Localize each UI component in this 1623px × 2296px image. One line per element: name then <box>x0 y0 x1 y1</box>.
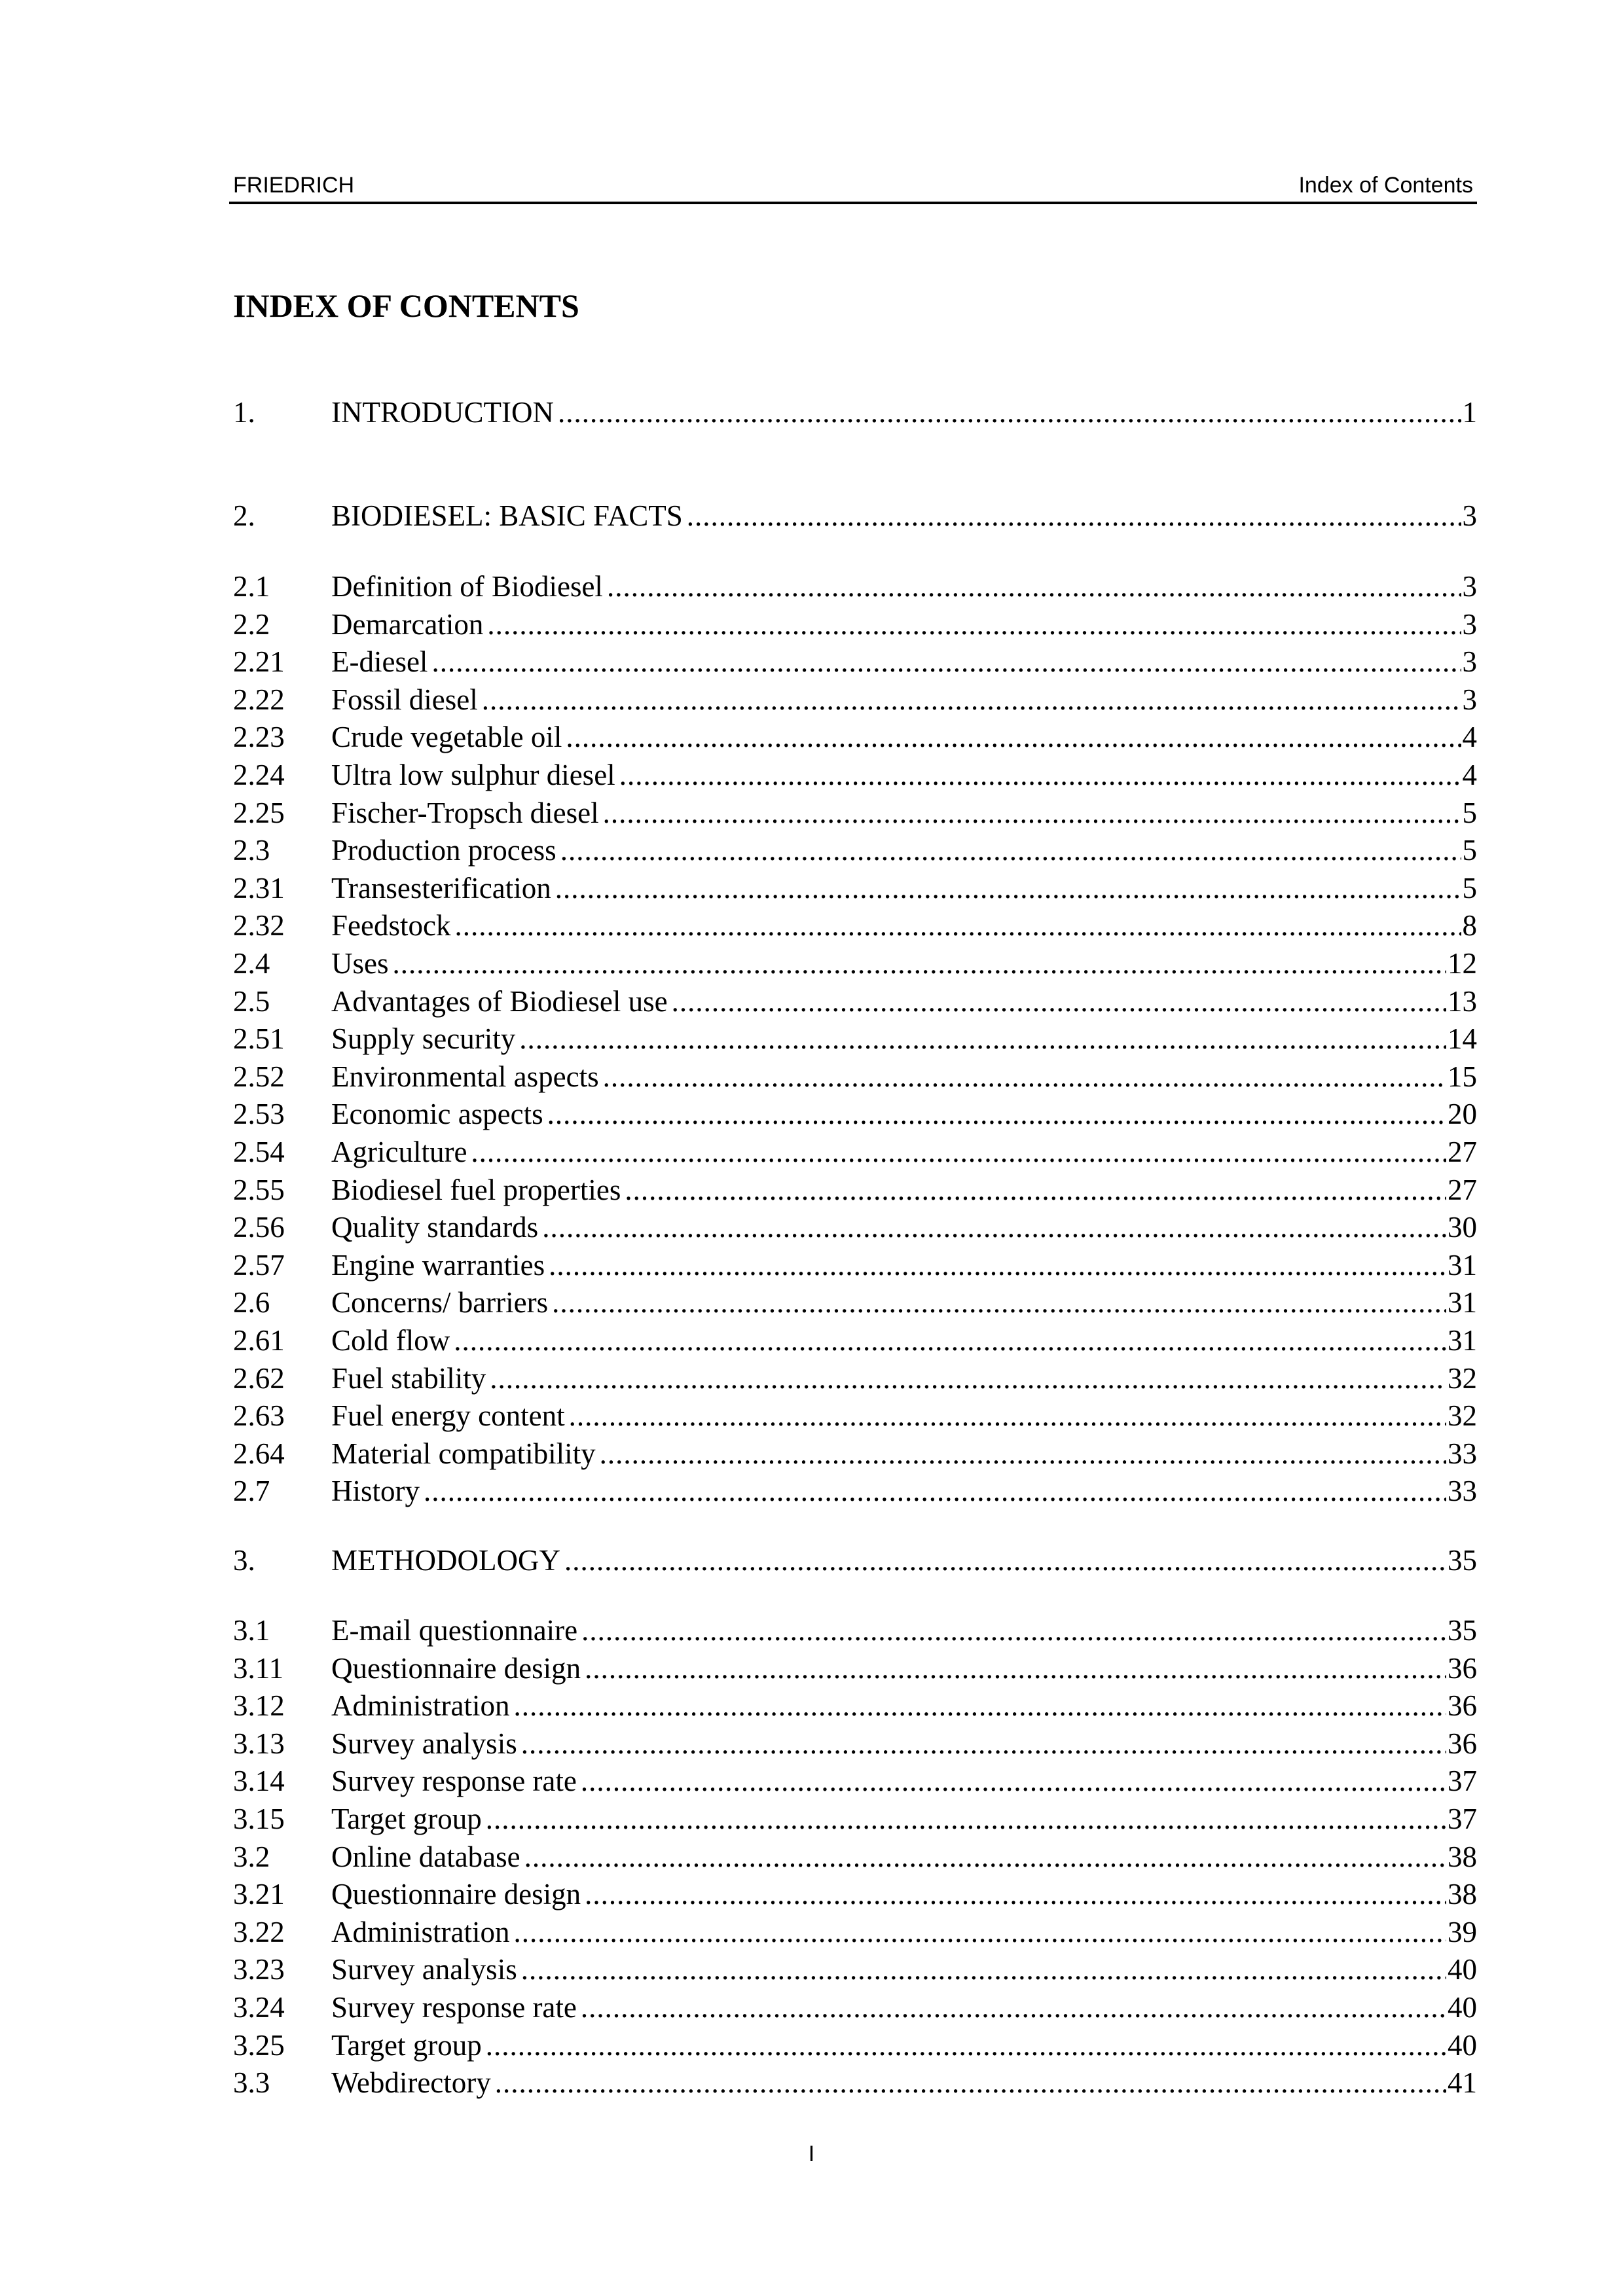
toc-entry-title: Uses <box>331 945 393 982</box>
toc-entry <box>233 1612 1477 1649</box>
toc-dot-leader <box>454 1322 1446 1359</box>
toc-entry <box>233 1542 1477 1579</box>
toc-entry-body <box>331 1989 1477 2026</box>
toc-entry-title: History <box>331 1473 424 1509</box>
toc-entry <box>233 643 1477 680</box>
toc-dot-leader <box>542 1209 1446 1246</box>
toc-entry-page: 31 <box>1448 1249 1477 1282</box>
toc-entry <box>233 1209 1477 1246</box>
toc-entry <box>233 2027 1477 2064</box>
toc-dot-leader <box>566 719 1461 755</box>
toc-entry <box>233 1134 1477 1170</box>
page-number: I <box>808 2142 815 2166</box>
toc-entry-title: Quality standards <box>331 1209 542 1246</box>
toc-entry-number: 3.3 <box>233 2066 270 2099</box>
toc-entry-number: 2.61 <box>233 1324 285 1357</box>
toc-entry-body <box>331 1473 1477 1509</box>
toc-entry-number: 2.54 <box>233 1136 285 1168</box>
toc-entry <box>233 1801 1477 1837</box>
toc-entry-body <box>331 1172 1477 1208</box>
toc-entry-number: 2.57 <box>233 1249 285 1282</box>
toc-entry-title: Administration <box>331 1914 513 1950</box>
toc-entry-page: 3 <box>1462 645 1477 678</box>
toc-entry-number: 2.3 <box>233 834 270 867</box>
toc-entry <box>233 1360 1477 1397</box>
toc-entry-number: 2.31 <box>233 872 285 905</box>
toc-entry-page: 27 <box>1448 1174 1477 1206</box>
toc-entry-body <box>331 1209 1477 1246</box>
toc-entry-body <box>331 719 1477 755</box>
toc-entry-body <box>331 907 1477 944</box>
page-title: INDEX OF CONTENTS <box>233 287 579 324</box>
toc-dot-leader <box>564 1542 1446 1579</box>
toc-entry-title: Fuel stability <box>331 1360 490 1397</box>
toc-entry-page: 8 <box>1462 909 1477 942</box>
toc-entry-number: 2.24 <box>233 759 285 791</box>
toc-entry-number: 2.51 <box>233 1022 285 1055</box>
toc-entry-number: 2.63 <box>233 1399 285 1432</box>
toc-entry-number: 3.24 <box>233 1991 285 2024</box>
toc-dot-leader <box>585 1876 1446 1912</box>
toc-entry-number: 2.56 <box>233 1211 285 1244</box>
toc-entry-body <box>331 1322 1477 1359</box>
toc-dot-leader <box>431 643 1461 680</box>
toc-entry <box>233 1058 1477 1095</box>
toc-entry-page: 30 <box>1448 1211 1477 1244</box>
toc-entry-body <box>331 1725 1477 1762</box>
toc-entry-body <box>331 1914 1477 1950</box>
toc-dot-leader <box>625 1172 1446 1208</box>
toc-entry-page: 36 <box>1448 1652 1477 1685</box>
toc-entry-title: Environmental aspects <box>331 1058 603 1095</box>
toc-entry-page: 3 <box>1462 570 1477 603</box>
toc-entry-title: Cold flow <box>331 1322 454 1359</box>
toc-entry-title: Survey analysis <box>331 1725 521 1762</box>
toc-entry-body <box>331 1247 1477 1283</box>
toc-entry-page: 15 <box>1448 1060 1477 1093</box>
toc-entry-number: 3.13 <box>233 1727 285 1760</box>
toc-entry-number: 3.22 <box>233 1916 285 1948</box>
toc-entry-page: 37 <box>1448 1803 1477 1835</box>
toc-entry-body <box>331 1542 1477 1579</box>
toc-entry-number: 3.14 <box>233 1765 285 1797</box>
toc-entry-page: 20 <box>1448 1098 1477 1130</box>
toc-entry-title: Questionnaire design <box>331 1876 585 1912</box>
toc-entry-body <box>331 568 1477 605</box>
toc-entry-body <box>331 1058 1477 1095</box>
toc-entry <box>233 1951 1477 1988</box>
toc-entry-title: Feedstock <box>331 907 454 944</box>
toc-entry-title: Biodiesel fuel properties <box>331 1172 625 1208</box>
toc-entry-page: 13 <box>1448 985 1477 1018</box>
toc-entry-body <box>331 795 1477 831</box>
toc-entry-number: 2.5 <box>233 985 270 1018</box>
toc-entry-title: Material compatibility <box>331 1435 600 1472</box>
toc-entry-page: 31 <box>1448 1286 1477 1319</box>
toc-entry <box>233 497 1477 534</box>
toc-entry-body <box>331 1284 1477 1321</box>
toc-entry-body <box>331 757 1477 793</box>
toc-entry-title: Target group <box>331 1801 486 1837</box>
toc-entry-number: 2.21 <box>233 645 285 678</box>
toc-entry-number: 2.25 <box>233 797 285 829</box>
toc-dot-leader <box>672 983 1446 1020</box>
toc-entry-title: Engine warranties <box>331 1247 549 1283</box>
toc-entry-number: 2.52 <box>233 1060 285 1093</box>
toc-dot-leader <box>482 681 1461 718</box>
toc-entry-title: Target group <box>331 2027 486 2064</box>
toc-entry-title: Online database <box>331 1839 524 1875</box>
toc-entry-number: 2.22 <box>233 683 285 716</box>
toc-entry <box>233 1687 1477 1724</box>
toc-dot-leader <box>393 945 1447 982</box>
toc-entry-page: 40 <box>1448 1953 1477 1986</box>
toc-entry-title: Supply security <box>331 1020 519 1057</box>
toc-entry <box>233 1876 1477 1912</box>
toc-dot-leader <box>513 1687 1446 1724</box>
toc-entry-title: Economic aspects <box>331 1096 547 1132</box>
toc-entry-page: 39 <box>1448 1916 1477 1948</box>
toc-entry-number: 2.1 <box>233 570 270 603</box>
toc-entry <box>233 394 1477 431</box>
toc-dot-leader <box>424 1473 1446 1509</box>
toc-entry-body <box>331 1801 1477 1837</box>
toc-entry-number: 2.2 <box>233 608 270 641</box>
page-header <box>229 171 1477 204</box>
toc-entry-number: 3.21 <box>233 1878 285 1910</box>
toc-entry-body <box>331 870 1477 906</box>
toc-entry-page: 27 <box>1448 1136 1477 1168</box>
toc-entry-number: 2.4 <box>233 947 270 980</box>
toc-entry-body <box>331 1397 1477 1434</box>
toc-dot-leader <box>521 1725 1446 1762</box>
toc-dot-leader <box>560 832 1461 869</box>
toc-entry-page: 14 <box>1448 1022 1477 1055</box>
toc-entry <box>233 1914 1477 1950</box>
toc-entry-title: Production process <box>331 832 560 869</box>
toc-entry-page: 33 <box>1448 1475 1477 1507</box>
toc-entry <box>233 1725 1477 1762</box>
toc-entry-number: 2. <box>233 499 255 532</box>
toc-dot-leader <box>585 1650 1446 1687</box>
toc-entry-body <box>331 497 1477 534</box>
toc-entry-page: 35 <box>1448 1614 1477 1647</box>
toc-dot-leader <box>519 1020 1446 1057</box>
toc-entry-title: METHODOLOGY <box>331 1542 564 1579</box>
toc-entry <box>233 1322 1477 1359</box>
toc-entry <box>233 983 1477 1020</box>
toc-entry-number: 2.7 <box>233 1475 270 1507</box>
toc-entry-number: 2.32 <box>233 909 285 942</box>
toc-dot-leader <box>524 1839 1446 1875</box>
toc-dot-leader <box>552 1284 1446 1321</box>
toc-entry-number: 2.55 <box>233 1174 285 1206</box>
toc-entry-number: 3. <box>233 1544 255 1577</box>
toc-entry <box>233 945 1477 982</box>
toc-dot-leader <box>471 1134 1446 1170</box>
toc-dot-leader <box>454 907 1461 944</box>
toc-entry-title: Advantages of Biodiesel use <box>331 983 672 1020</box>
toc-entry-body <box>331 1763 1477 1799</box>
toc-entry-page: 37 <box>1448 1765 1477 1797</box>
toc-entry-body <box>331 1876 1477 1912</box>
toc-entry-number: 2.53 <box>233 1098 285 1130</box>
toc-entry-title: Fossil diesel <box>331 681 482 718</box>
toc-entry-title: INTRODUCTION <box>331 394 558 431</box>
toc-entry-page: 31 <box>1448 1324 1477 1357</box>
toc-entry-title: Definition of Biodiesel <box>331 568 607 605</box>
toc-entry-title: Webdirectory <box>331 2064 495 2101</box>
toc-entry-number: 3.11 <box>233 1652 284 1685</box>
toc-dot-leader <box>486 2027 1446 2064</box>
toc-entry <box>233 832 1477 869</box>
toc-entry <box>233 870 1477 906</box>
toc-dot-leader <box>581 1989 1446 2026</box>
toc-entry <box>233 1020 1477 1057</box>
toc-entry-body <box>331 681 1477 718</box>
toc-entry <box>233 1839 1477 1875</box>
toc-entry-body <box>331 1360 1477 1397</box>
toc-dot-leader <box>487 606 1461 643</box>
toc-entry <box>233 1763 1477 1799</box>
toc-entry-page: 5 <box>1462 797 1477 829</box>
toc-entry-body <box>331 1612 1477 1649</box>
toc-entry-title: Transesterification <box>331 870 555 906</box>
toc-entry <box>233 606 1477 643</box>
toc-entry-title: Fuel energy content <box>331 1397 569 1434</box>
toc-entry-number: 2.23 <box>233 721 285 753</box>
toc-dot-leader <box>581 1763 1446 1799</box>
toc-entry <box>233 1473 1477 1509</box>
toc-entry-title: Concerns/ barriers <box>331 1284 552 1321</box>
toc-dot-leader <box>549 1247 1446 1283</box>
toc-entry-body <box>331 1435 1477 1472</box>
toc-entry-number: 1. <box>233 396 255 429</box>
toc-entry-body <box>331 2064 1477 2101</box>
toc-entry <box>233 795 1477 831</box>
toc-entry-number: 3.1 <box>233 1614 270 1647</box>
toc-entry-body <box>331 945 1477 982</box>
toc-dot-leader <box>619 757 1461 793</box>
toc-entry-page: 3 <box>1462 499 1477 532</box>
toc-entry-page: 36 <box>1448 1689 1477 1722</box>
toc-entry-number: 2.6 <box>233 1286 270 1319</box>
toc-entry-body <box>331 1839 1477 1875</box>
toc-dot-leader <box>687 497 1461 534</box>
toc-dot-leader <box>521 1951 1446 1988</box>
toc-entry <box>233 568 1477 605</box>
toc-entry <box>233 719 1477 755</box>
toc-entry-title: Demarcation <box>331 606 487 643</box>
toc-entry-body <box>331 643 1477 680</box>
toc-entry-page: 5 <box>1462 834 1477 867</box>
toc-entry-number: 2.62 <box>233 1362 285 1395</box>
toc-entry <box>233 1397 1477 1434</box>
toc-entry <box>233 1435 1477 1472</box>
toc-entry-page: 38 <box>1448 1878 1477 1910</box>
header-author: FRIEDRICH <box>233 173 355 198</box>
toc-entry-title: Survey analysis <box>331 1951 521 1988</box>
toc-entry-page: 3 <box>1462 683 1477 716</box>
toc-dot-leader <box>607 568 1461 605</box>
toc-entry-body <box>331 1687 1477 1724</box>
header-section: Index of Contents <box>1298 173 1473 198</box>
toc-entry-page: 41 <box>1448 2066 1477 2099</box>
toc-entry-page: 36 <box>1448 1727 1477 1760</box>
toc-entry-page: 40 <box>1448 2029 1477 2062</box>
toc-entry-title: BIODIESEL: BASIC FACTS <box>331 497 687 534</box>
toc-entry-page: 5 <box>1462 872 1477 905</box>
toc-entry-body <box>331 1951 1477 1988</box>
toc-entry-title: E-mail questionnaire <box>331 1612 581 1649</box>
toc-entry-title: E-diesel <box>331 643 431 680</box>
toc-entry-number: 2.64 <box>233 1437 285 1470</box>
toc-entry-page: 40 <box>1448 1991 1477 2024</box>
toc-entry-page: 4 <box>1462 721 1477 753</box>
toc-entry-number: 3.12 <box>233 1689 285 1722</box>
toc-dot-leader <box>603 1058 1446 1095</box>
toc-entry <box>233 907 1477 944</box>
toc-entry <box>233 757 1477 793</box>
toc-entry <box>233 1172 1477 1208</box>
toc-entry-page: 32 <box>1448 1399 1477 1432</box>
toc-dot-leader <box>555 870 1461 906</box>
toc-entry-body <box>331 832 1477 869</box>
toc-dot-leader <box>581 1612 1446 1649</box>
toc-entry <box>233 1989 1477 2026</box>
toc-entry-page: 3 <box>1462 608 1477 641</box>
toc-dot-leader <box>600 1435 1446 1472</box>
toc-entry-body <box>331 606 1477 643</box>
toc-entry-title: Ultra low sulphur diesel <box>331 757 619 793</box>
toc-entry-page: 33 <box>1448 1437 1477 1470</box>
toc-entry-body <box>331 1134 1477 1170</box>
toc-dot-leader <box>547 1096 1446 1132</box>
toc-entry-title: Crude vegetable oil <box>331 719 566 755</box>
toc-entry-number: 3.25 <box>233 2029 285 2062</box>
toc-dot-leader <box>486 1801 1446 1837</box>
toc-dot-leader <box>513 1914 1446 1950</box>
toc-entry-page: 32 <box>1448 1362 1477 1395</box>
toc-entry-number: 3.15 <box>233 1803 285 1835</box>
toc-entry-title: Survey response rate <box>331 1763 581 1799</box>
toc-entry-body <box>331 1096 1477 1132</box>
toc-dot-leader <box>558 394 1461 431</box>
toc-entry-title: Survey response rate <box>331 1989 581 2026</box>
toc-entry-body <box>331 1020 1477 1057</box>
toc-entry <box>233 1247 1477 1283</box>
toc-entry <box>233 2064 1477 2101</box>
toc-entry <box>233 1284 1477 1321</box>
toc-entry <box>233 1096 1477 1132</box>
toc-entry <box>233 681 1477 718</box>
toc-entry-body <box>331 2027 1477 2064</box>
toc-entry-number: 3.23 <box>233 1953 285 1986</box>
toc-entry-body <box>331 983 1477 1020</box>
toc-dot-leader <box>603 795 1461 831</box>
toc-entry-body <box>331 394 1477 431</box>
toc-entry <box>233 1650 1477 1687</box>
toc-entry-body <box>331 1650 1477 1687</box>
toc-entry-page: 38 <box>1448 1840 1477 1873</box>
toc-dot-leader <box>495 2064 1446 2101</box>
toc-entry-page: 4 <box>1462 759 1477 791</box>
toc-entry-page: 1 <box>1462 396 1477 429</box>
toc-entry-title: Agriculture <box>331 1134 471 1170</box>
toc-dot-leader <box>569 1397 1446 1434</box>
toc-dot-leader <box>490 1360 1446 1397</box>
toc-entry-title: Questionnaire design <box>331 1650 585 1687</box>
toc-entry-page: 35 <box>1448 1544 1477 1577</box>
toc-entry-number: 3.2 <box>233 1840 270 1873</box>
toc-entry-title: Administration <box>331 1687 513 1724</box>
toc-entry-page: 12 <box>1448 947 1477 980</box>
toc-entry-title: Fischer-Tropsch diesel <box>331 795 603 831</box>
